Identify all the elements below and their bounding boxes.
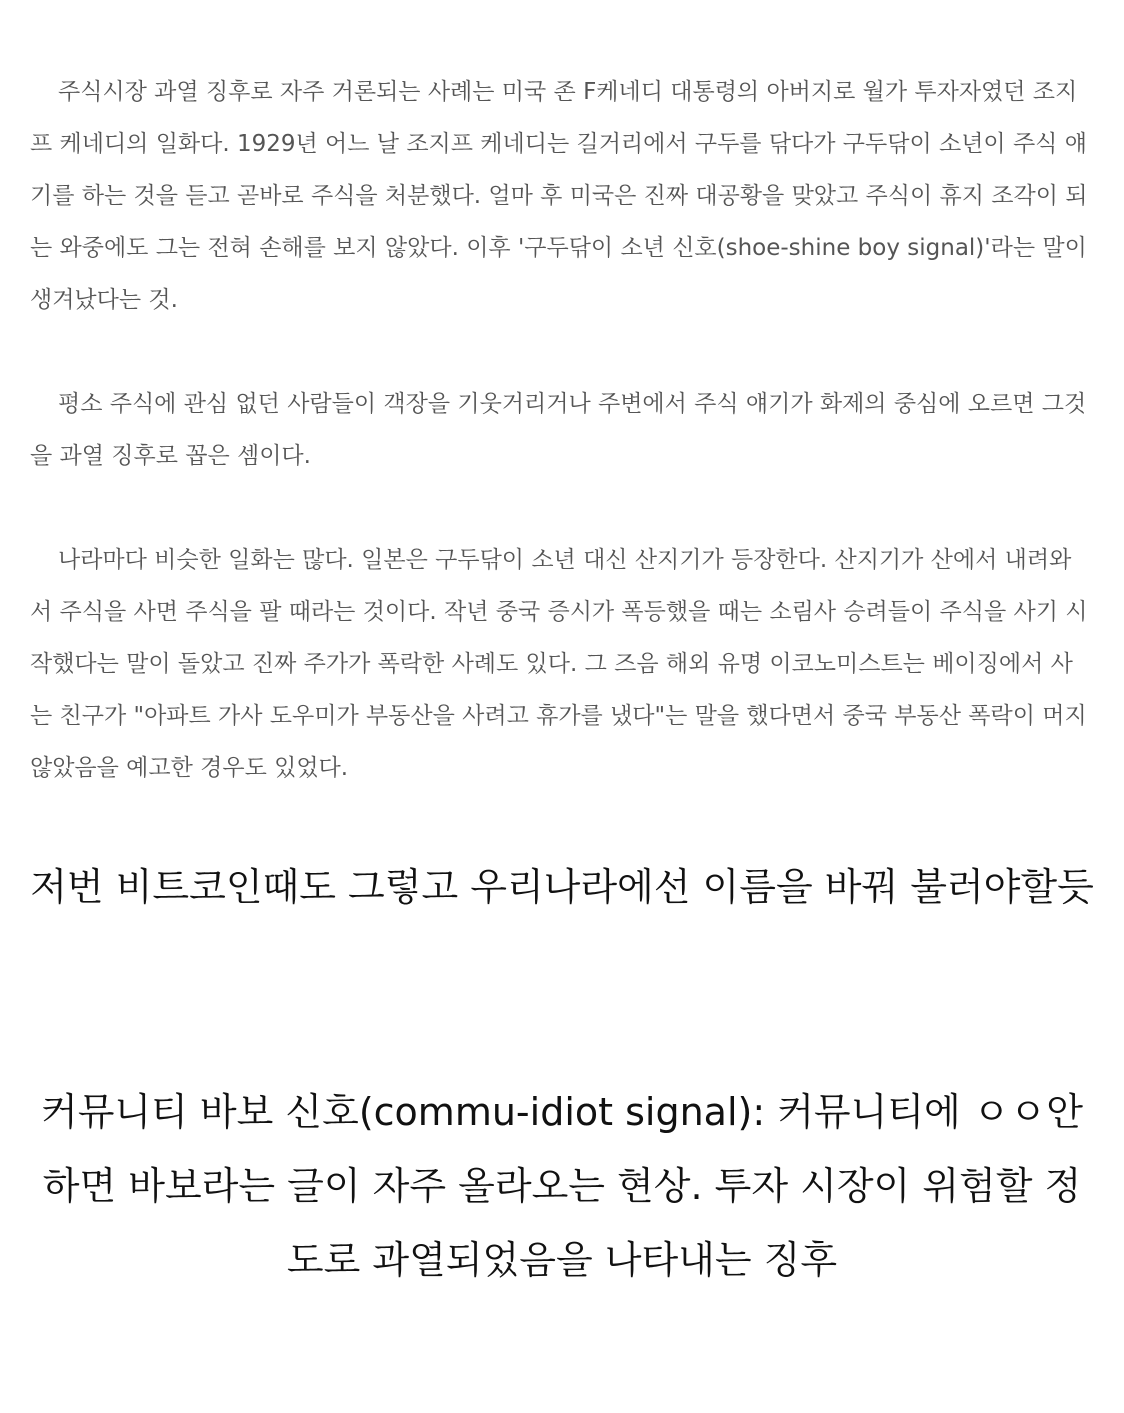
article-paragraph-1: 주식시장 과열 징후로 자주 거론되는 사례는 미국 존 F케네디 대통령의 아버지로 월가 투자자였던 조지프 케네디의 일화다. 1929년 어느 날 조지프 케네디는 길거리에서 구두를 닦다가 구두닦이 소년이 주식 얘기를 하는 것을 듣고 곧바로 주식을 처분했다. 얼마 후 미국은 진짜 대공황을 맞았고 주식이 휴지 조각이 되는 와중에도 그는 전혀 손해를 보지 않았다. 이후 '구두닦이 소년 신호(shoe-shine boy signal)'라는 말이 생겨났다는 것. xyxy=(30,79,1088,313)
comment-first: 저번 비트코인때도 그렇고 우리나라에선 이름을 바꿔 불러야할듯 xyxy=(30,865,1094,909)
comment-second: 커뮤니티 바보 신호(commu-idiot signal): 커뮤니티에 ㅇㅇ안하면 바보라는 글이 자주 올라오는 현상. 투자 시장이 위험할 정도로 과열되었음을 나타내는 징후 xyxy=(41,1090,1083,1282)
article-paragraph-3: 나라마다 비슷한 일화는 많다. 일본은 구두닦이 소년 대신 산지기가 등장한다. 산지기가 산에서 내려와서 주식을 사면 주식을 팔 때라는 것이다. 작년 중국 증시가 폭등했을 때는 소림사 승려들이 주식을 사기 시작했다는 말이 돌았고 진짜 주가가 폭락한 사례도 있다. 그 즈음 해외 유명 이코노미스트는 베이징에서 사는 친구가 "아파트 가사 도우미가 부동산을 사려고 휴가를 냈다"는 말을 했다면서 중국 부동산 폭락이 머지않았음을 예고한 경우도 있었다. xyxy=(30,547,1088,781)
article-paragraph-2: 평소 주식에 관심 없던 사람들이 객장을 기웃거리거나 주변에서 주식 얘기가 화제의 중심에 오르면 그것을 과열 징후로 꼽은 셈이다. xyxy=(30,391,1087,469)
quoted-article xyxy=(30,66,1092,794)
